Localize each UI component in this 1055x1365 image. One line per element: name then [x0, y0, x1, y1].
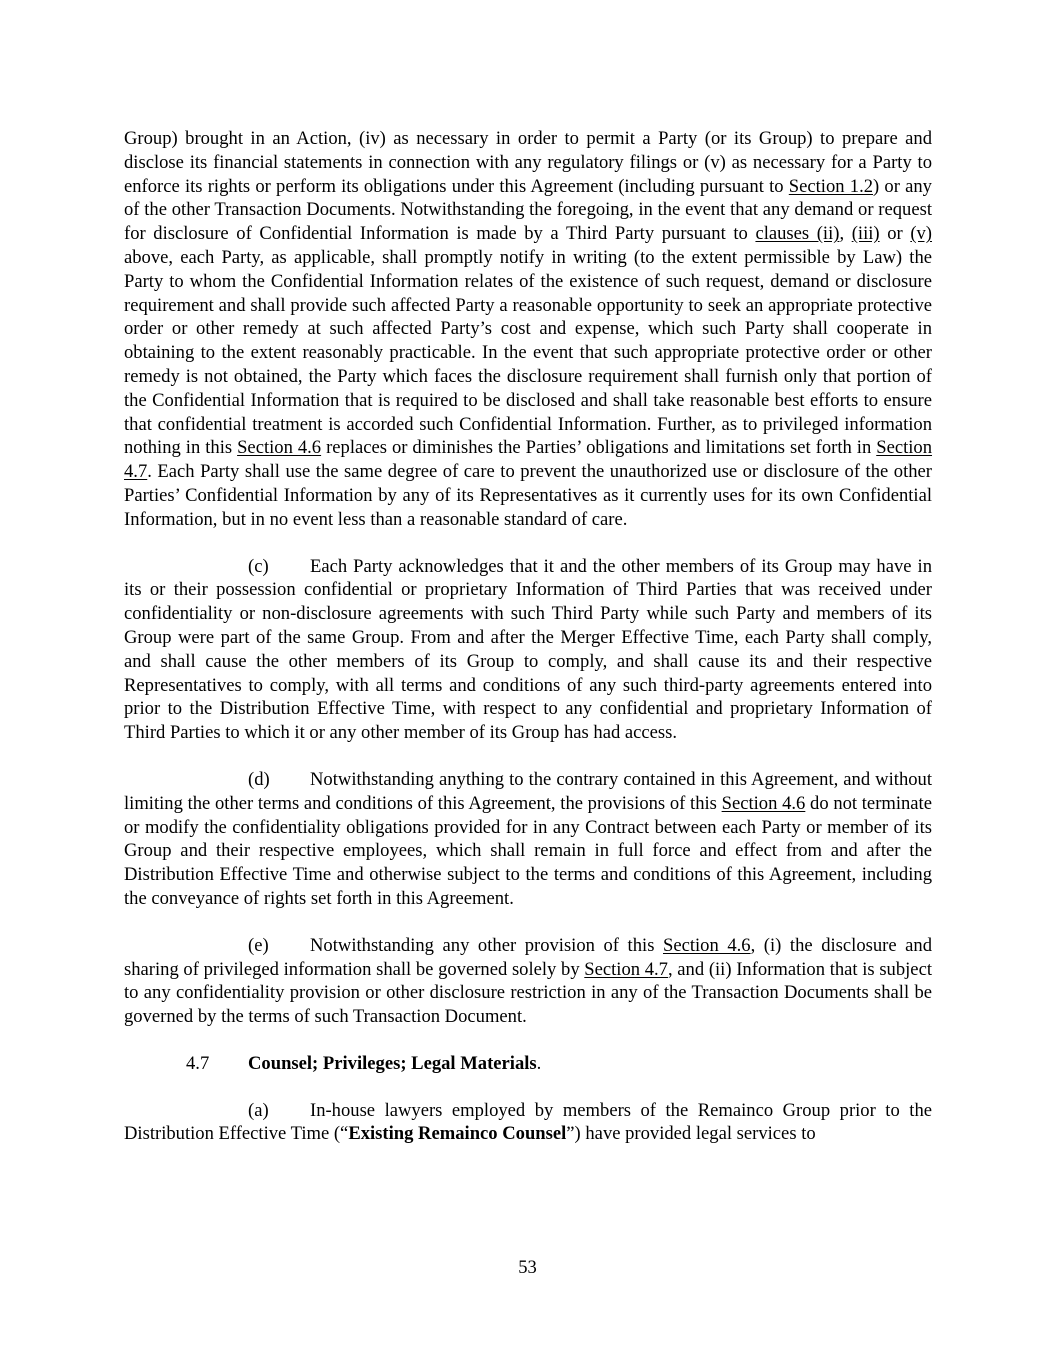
paragraph-a [124, 1099, 932, 1147]
paragraph-d [124, 768, 932, 911]
text-run: or [879, 223, 911, 245]
clause-reference: (v) [910, 223, 932, 245]
section-number: 4.7 [186, 1052, 210, 1074]
text-run: Each Party acknowledges that it and the other members of its Group may have in its or their possession confidential or proprietary Information of Third Parties that was received under confidentiality or non-disclosure agreements with such Third Party while such Party and members of its Group were part of the same Group. From and after the Merger Effective Time, each Party shall comply, and shall cause the other members of its Group to comply, and shall cause its and their respective Representatives to comply, with all terms and conditions of any such third-party agreements entered into prior to the Distribution Effective Time, with respect to any confidential and proprietary Information of Third Parties to which it or any other member of its Group has had access. [124, 555, 932, 744]
clause-label: (c) [248, 555, 269, 577]
section-reference: Section 4.6 [663, 934, 751, 956]
clause-reference: (iii) [851, 223, 880, 245]
clause-label: (e) [248, 934, 269, 956]
section-reference: Section 4.7 [124, 437, 933, 483]
text-run: above, each Party, as applicable, shall promptly notify in writing (to the extent permissible by Law) the Party to whom the Confidential Information relates of the existence of such request, demand or disclosure requirement and shall provide such affected Party a reasonable opportunity to seek an appropriate protective order or other remedy at such affected Party’s cost and expense, which such Party shall cooperate in obtaining to the extent reasonably practicable. In the event that such appropriate protective order or other remedy is not obtained, the Party which faces the disclosure requirement shall furnish only that portion of the Confidential Information that is required to be disclosed and shall take reasonable best efforts to ensure that confidential treatment is accorded such Confidential Information. Further, as to privileged information nothing in this [124, 246, 932, 459]
text-run: ”) have provided legal services to [566, 1123, 816, 1145]
clause-reference: clauses (ii) [755, 223, 840, 245]
text-run: Notwithstanding any other provision of this [310, 934, 663, 956]
clause-label: (d) [248, 768, 270, 790]
text-run: , (i) the disclosure and sharing of privileged information shall be governed solely by [124, 934, 933, 980]
text-run: Notwithstanding anything to the contrary contained in this Agreement, and without limiting the other terms and conditions of this Agreement, the provisions of this [124, 768, 932, 814]
text-run: ) or any of the other Transaction Documents. Notwithstanding the foregoing, in the event that any demand or request for disclosure of Confidential Information is made by a Third Party pursuant to [124, 175, 932, 245]
section-heading-4-7 [124, 1052, 932, 1076]
section-reference: Section 1.2 [788, 175, 874, 197]
page-number: 53 [518, 1257, 537, 1278]
section-reference: Section 4.6 [721, 792, 806, 814]
text-run: In-house lawyers employed by members of the Remainco Group prior to the Distribution Effective Time (“ [124, 1099, 932, 1145]
section-reference: Section 4.6 [237, 437, 322, 459]
paragraph-e [124, 934, 932, 1029]
text-run: do not terminate or modify the confidentiality obligations provided for in any Contract between each Party or member of its Group and their respective employees, which shall remain in full force and effect from and after the Distribution Effective Time and otherwise subject to the terms and conditions of this Agreement, including the conveyance of rights set forth in this Agreement. [124, 792, 932, 909]
defined-term: Existing Remainco Counsel [348, 1123, 567, 1145]
paragraph-c [124, 555, 932, 745]
text-run: . Each Party shall use the same degree of care to prevent the unauthorized use or disclosure of the other Parties’ Confidential Information by any of its Representatives as it currently uses for its own Confidential Information, but in no event less than a reasonable standard of care. [124, 461, 932, 530]
clause-label: (a) [248, 1099, 269, 1121]
text-run: replaces or diminishes the Parties’ obligations and limitations set forth in [321, 437, 877, 459]
document-body [124, 127, 932, 1146]
paragraph-continuation [124, 127, 932, 532]
section-title: Counsel; Privileges; Legal Materials [248, 1052, 537, 1074]
text-run: Group) brought in an Action, (iv) as necessary in order to permit a Party (or its Group) to prepare and disclose its financial statements in connection with any regulatory filings or (v) as necessary for a Party to enforce its rights or perform its obligations under this Agreement (including pursuant to [124, 128, 932, 197]
section-reference: Section 4.7 [584, 958, 668, 980]
text-run: , [839, 223, 852, 245]
text-run: , and (ii) Information that is subject to any confidentiality provision or other disclosure restriction in any of the Transaction Documents shall be governed by the terms of such Transaction Document. [124, 958, 932, 1028]
text-run: . [536, 1052, 542, 1074]
